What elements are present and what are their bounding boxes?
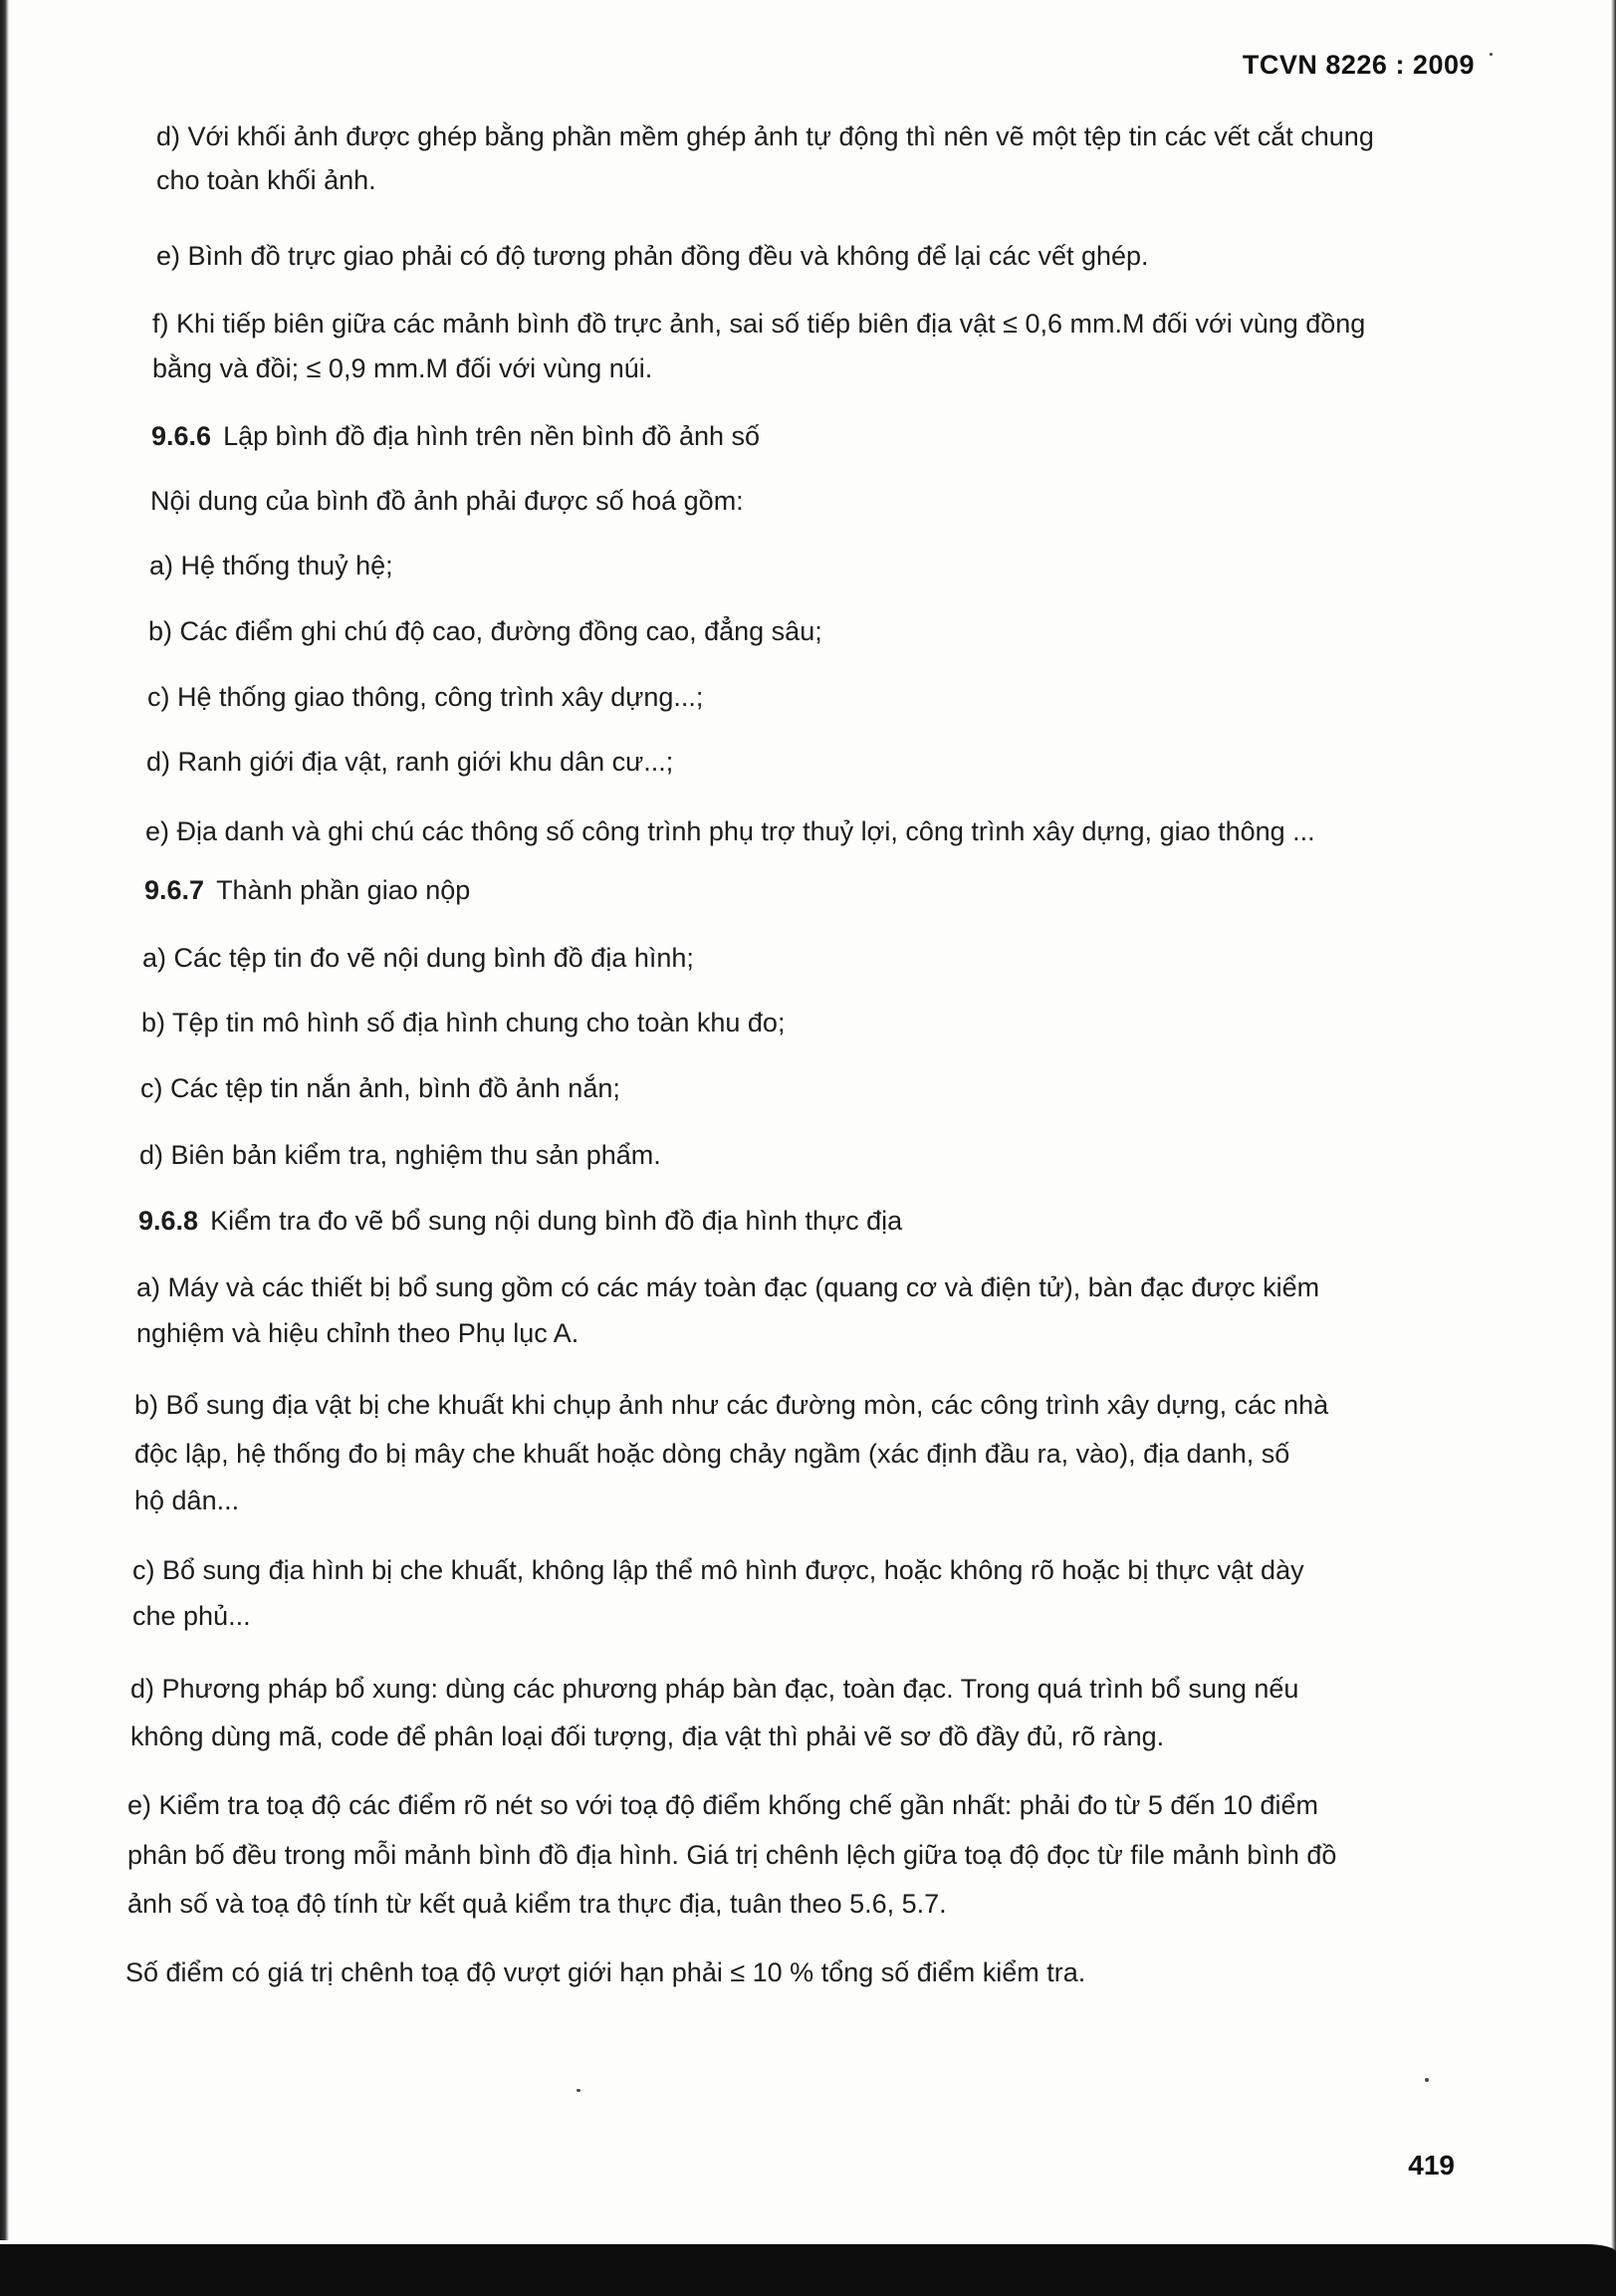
list-item: d) Ranh giới địa vật, ranh giới khu dân cư...; (146, 747, 674, 777)
list-item: c) Các tệp tin nắn ảnh, bình đồ ảnh nắn; (140, 1073, 620, 1103)
scan-speck (577, 2089, 580, 2092)
scan-bottom-edge (0, 2244, 1616, 2296)
page-number: 419 (1408, 2150, 1455, 2181)
paragraph-line: ảnh số và toạ độ tính từ kết quả kiểm tra thực địa, tuân theo 5.6, 5.7. (127, 1889, 947, 1919)
paragraph-line: phân bố đều trong mỗi mảnh bình đồ địa hình. Giá trị chênh lệch giữa toạ độ đọc từ file mảnh bình đồ (127, 1840, 1337, 1870)
section-title: Thành phần giao nộp (216, 875, 471, 905)
section-heading-9-6-7 (144, 870, 470, 910)
list-item: a) Hệ thống thuỷ hệ; (149, 551, 393, 580)
section-title: Kiểm tra đo vẽ bổ sung nội dung bình đồ địa hình thực địa (210, 1206, 903, 1236)
paragraph-line: không dùng mã, code để phân loại đối tượng, địa vật thì phải vẽ sơ đồ đầy đủ, rõ ràng. (130, 1722, 1165, 1751)
scan-right-edge (1611, 0, 1616, 2296)
scan-speck (1425, 2078, 1429, 2082)
paragraph-line: b) Bổ sung địa vật bị che khuất khi chụp ảnh như các đường mòn, các công trình xây dựng, các nhà (134, 1390, 1329, 1420)
paragraph-line: Số điểm có giá trị chênh toạ độ vượt giới hạn phải ≤ 10 % tổng số điểm kiểm tra. (125, 1957, 1086, 1987)
section-number: 9.6.6 (151, 421, 212, 451)
paragraph-line: độc lập, hệ thống đo bị mây che khuất hoặc dòng chảy ngầm (xác định đầu ra, vào), địa danh, số (134, 1439, 1290, 1469)
paragraph-line: Nội dung của bình đồ ảnh phải được số hoá gồm: (150, 486, 744, 516)
section-number: 9.6.7 (144, 875, 205, 905)
list-item: a) Các tệp tin đo vẽ nội dung bình đồ địa hình; (142, 943, 694, 973)
paragraph-line: che phủ... (132, 1601, 251, 1631)
paragraph-line: e) Kiểm tra toạ độ các điểm rõ nét so với toạ độ điểm khống chế gần nhất: phải đo từ 5 đến 10 điểm (127, 1790, 1318, 1820)
paragraph-line: cho toàn khối ảnh. (156, 165, 376, 195)
list-item: c) Hệ thống giao thông, công trình xây dựng...; (147, 682, 704, 712)
paragraph-line: c) Bổ sung địa hình bị che khuất, không lập thể mô hình được, hoặc không rõ hoặc bị thực vật dày (132, 1555, 1304, 1585)
scan-speck (1490, 53, 1493, 56)
paragraph-line: a) Máy và các thiết bị bổ sung gồm có các máy toàn đạc (quang cơ và điện tử), bàn đạc được kiểm (136, 1272, 1320, 1302)
paragraph-line: bằng và đồi; ≤ 0,9 mm.M đối với vùng núi. (152, 353, 653, 383)
list-item: b) Tệp tin mô hình số địa hình chung cho toàn khu đo; (141, 1008, 786, 1037)
list-item: d) Biên bản kiểm tra, nghiệm thu sản phẩm. (139, 1140, 661, 1170)
paragraph-line: d) Với khối ảnh được ghép bằng phần mềm ghép ảnh tự động thì nên vẽ một tệp tin các vết cắt chung (156, 121, 1374, 151)
standard-header: TCVN 8226 : 2009 (1242, 50, 1475, 80)
scan-left-edge (0, 0, 9, 2240)
paragraph-line: nghiệm và hiệu chỉnh theo Phụ lục A. (136, 1318, 579, 1348)
section-heading-9-6-8 (138, 1201, 902, 1241)
section-heading-9-6-6 (151, 416, 760, 456)
paragraph-line: d) Phương pháp bổ xung: dùng các phương pháp bàn đạc, toàn đạc. Trong quá trình bổ sung nếu (130, 1674, 1299, 1704)
paragraph-line: e) Bình đồ trực giao phải có độ tương phản đồng đều và không để lại các vết ghép. (156, 241, 1149, 271)
list-item: b) Các điểm ghi chú độ cao, đường đồng cao, đẳng sâu; (148, 616, 822, 646)
list-item: e) Địa danh và ghi chú các thông số công trình phụ trợ thuỷ lợi, công trình xây dựng, giao thông ... (145, 816, 1315, 846)
section-number: 9.6.8 (138, 1206, 199, 1236)
section-title: Lập bình đồ địa hình trên nền bình đồ ảnh số (223, 421, 761, 451)
paragraph-line: hộ dân... (134, 1486, 240, 1515)
paragraph-line: f) Khi tiếp biên giữa các mảnh bình đồ trực ảnh, sai số tiếp biên địa vật ≤ 0,6 mm.M đối với vùng đồng (152, 309, 1366, 339)
